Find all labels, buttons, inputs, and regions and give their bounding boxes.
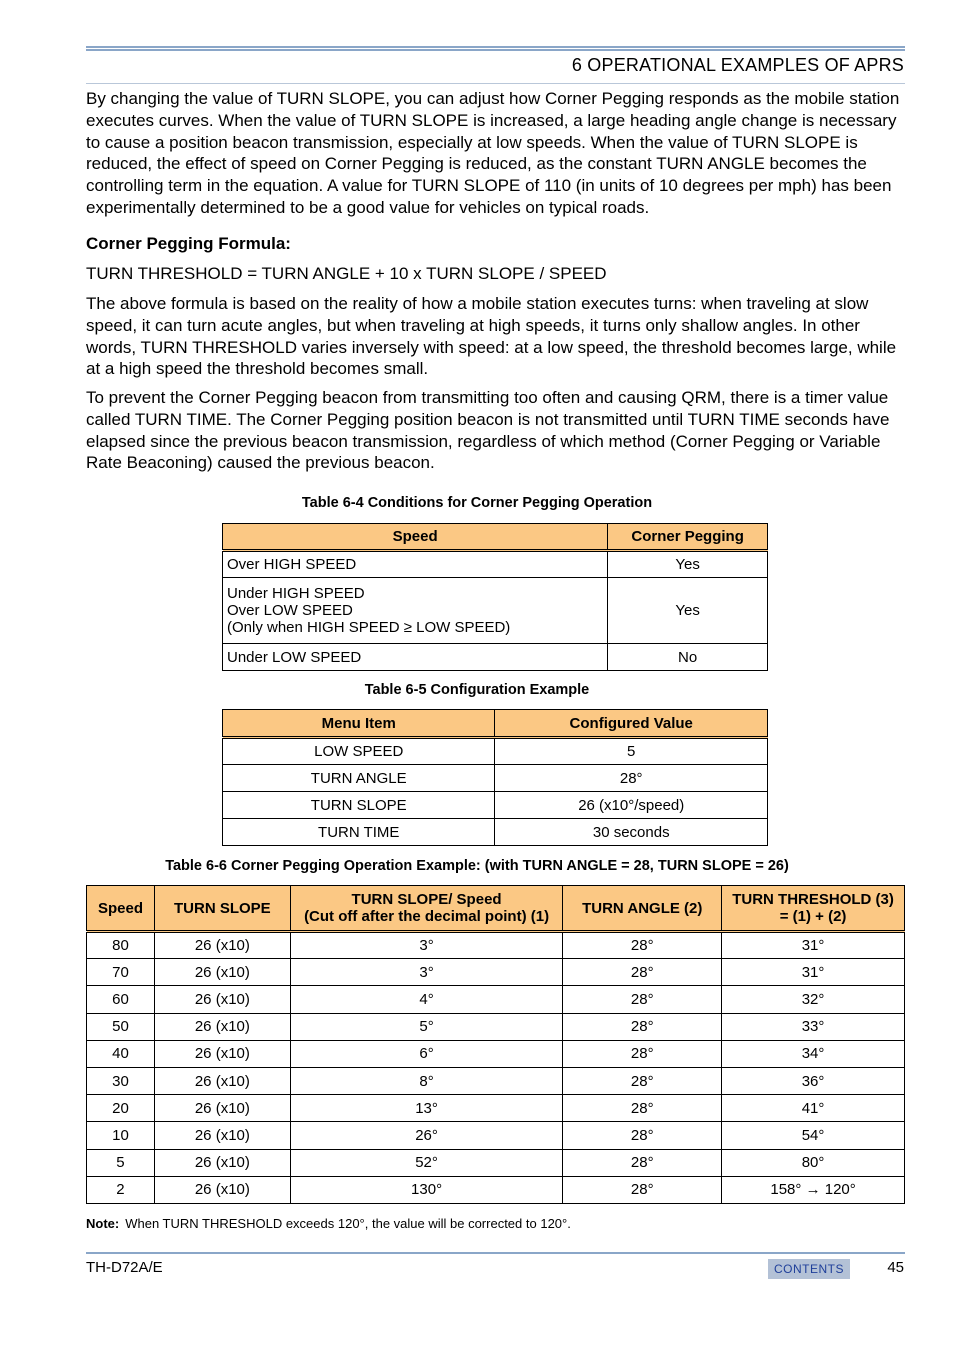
slope-per-speed-cell: 4° <box>290 986 563 1013</box>
table-header-row <box>223 710 768 738</box>
slope-per-speed-cell: 8° <box>290 1067 563 1094</box>
table-row <box>223 819 768 846</box>
table-row <box>223 792 768 819</box>
header-line: = (1) + (2) <box>779 908 847 925</box>
speed-cell: 5 <box>87 1149 155 1176</box>
turn-threshold-cell: 31° <box>722 932 905 959</box>
slope-per-speed-cell: 26° <box>290 1122 563 1149</box>
speed-line: Over LOW SPEED <box>227 602 353 619</box>
paragraph-turn-time: To prevent the Corner Pegging beacon from transmitting too often and causing QRM, there is a timer value called TURN TIME. The Corner Pegging position beacon is not transmitted until TURN TIME seconds have elapsed since the previous beacon transmission, regardless of which method (Corner Pegging or Variable Rate Beaconing) caused the previous beacon. <box>86 388 890 473</box>
slope-per-speed-cell: 6° <box>290 1040 563 1067</box>
turn-slope-cell: 26 (x10) <box>154 1149 290 1176</box>
header-line: TURN THRESHOLD (3) <box>732 891 894 908</box>
note <box>86 1216 571 1231</box>
turn-angle-cell: 28° <box>563 932 722 959</box>
table-6-6-caption: Table 6-6 Corner Pegging Operation Example: (with TURN ANGLE = 28, TURN SLOPE = 26) <box>165 858 789 874</box>
turn-angle-cell: 28° <box>563 959 722 986</box>
table-header-row <box>223 524 768 551</box>
table-row <box>223 551 768 578</box>
turn-slope-cell: 26 (x10) <box>154 986 290 1013</box>
menu-item-cell: TURN TIME <box>223 819 495 846</box>
value-cell: Yes <box>608 578 768 644</box>
formula-text: TURN THRESHOLD = TURN ANGLE + 10 x TURN SLOPE / SPEED <box>86 264 607 283</box>
table-row <box>87 1067 905 1094</box>
footer-rule <box>86 1252 905 1254</box>
turn-angle-cell: 28° <box>563 1176 722 1203</box>
turn-angle-cell: 28° <box>563 1040 722 1067</box>
col-turn-threshold <box>722 886 905 932</box>
col-menu-item: Menu Item <box>223 710 495 738</box>
section-title: 6 OPERATIONAL EXAMPLES OF APRS <box>571 55 904 75</box>
turn-angle-cell: 28° <box>563 1122 722 1149</box>
turn-slope-cell: 26 (x10) <box>154 1040 290 1067</box>
speed-cell: 60 <box>87 986 155 1013</box>
table-6-4 <box>222 523 768 671</box>
table-row <box>223 738 768 765</box>
turn-threshold-cell: 54° <box>722 1122 905 1149</box>
table-row <box>223 765 768 792</box>
col-turn-slope: TURN SLOPE <box>154 886 290 932</box>
header-line: TURN SLOPE/ Speed <box>351 891 502 908</box>
model-name: TH-D72A/E <box>86 1259 163 1276</box>
table-row <box>223 644 768 671</box>
table-row <box>87 1040 905 1067</box>
table-6-5-caption: Table 6-5 Configuration Example <box>364 682 590 698</box>
turn-slope-cell: 26 (x10) <box>154 1067 290 1094</box>
turn-threshold-cell: 41° <box>722 1095 905 1122</box>
speed-cell: 80 <box>87 932 155 959</box>
table-6-6 <box>86 885 905 1204</box>
paragraph-formula-explanation: The above formula is based on the reality of how a mobile station executes turns: when traveling at slow speed, it can turn acute angles, but when traveling at high speeds, it turns only shallow angles. In other words, TURN THRESHOLD varies inversely with speed: at a low speed, the threshold becomes large, while at a high speed the threshold becomes small. <box>86 294 897 379</box>
turn-threshold-cell: 36° <box>722 1067 905 1094</box>
col-turn-angle: TURN ANGLE (2) <box>563 886 722 932</box>
turn-angle-cell: 28° <box>563 986 722 1013</box>
turn-angle-cell: 28° <box>563 1067 722 1094</box>
speed-cell: 70 <box>87 959 155 986</box>
col-turn-slope-per-speed <box>290 886 563 932</box>
speed-cell: Over HIGH SPEED <box>223 551 608 578</box>
table-row <box>87 1122 905 1149</box>
header-rule <box>86 46 905 51</box>
page-number: 45 <box>887 1259 904 1276</box>
table-header-row <box>87 886 905 932</box>
table-row <box>87 959 905 986</box>
table-row <box>87 1095 905 1122</box>
turn-angle-cell: 28° <box>563 1149 722 1176</box>
turn-slope-cell: 26 (x10) <box>154 1095 290 1122</box>
header-divider <box>86 83 905 84</box>
table-row <box>87 932 905 959</box>
value-cell: Yes <box>608 551 768 578</box>
turn-threshold-cell: 33° <box>722 1013 905 1040</box>
speed-cell: 40 <box>87 1040 155 1067</box>
table-row <box>87 986 905 1013</box>
value-cell: 5 <box>495 738 768 765</box>
slope-per-speed-cell: 5° <box>290 1013 563 1040</box>
turn-slope-cell: 26 (x10) <box>154 1122 290 1149</box>
turn-threshold-cell: 32° <box>722 986 905 1013</box>
turn-slope-cell: 26 (x10) <box>154 1176 290 1203</box>
table-row <box>223 578 768 644</box>
slope-per-speed-cell: 130° <box>290 1176 563 1203</box>
turn-slope-cell: 26 (x10) <box>154 932 290 959</box>
table-6-5 <box>222 709 768 846</box>
value-cell: No <box>608 644 768 671</box>
turn-threshold-cell: 158° → 120° <box>722 1176 905 1203</box>
table-6-6-body <box>87 932 905 1204</box>
header-line: (Cut off after the decimal point) (1) <box>304 908 550 925</box>
value-cell: 28° <box>495 765 768 792</box>
turn-threshold-cell: 34° <box>722 1040 905 1067</box>
turn-threshold-cell: 80° <box>722 1149 905 1176</box>
table-row <box>87 1013 905 1040</box>
col-speed: Speed <box>87 886 155 932</box>
slope-per-speed-cell: 13° <box>290 1095 563 1122</box>
table-row <box>87 1176 905 1203</box>
menu-item-cell: LOW SPEED <box>223 738 495 765</box>
speed-cell: 2 <box>87 1176 155 1203</box>
value-cell: 30 seconds <box>495 819 768 846</box>
speed-line: Under HIGH SPEED <box>227 585 365 602</box>
contents-button[interactable]: CONTENTS <box>768 1259 850 1279</box>
note-text: When TURN THRESHOLD exceeds 120°, the value will be corrected to 120°. <box>125 1216 571 1231</box>
speed-line: (Only when HIGH SPEED ≥ LOW SPEED) <box>227 619 511 636</box>
note-label: Note: <box>86 1216 120 1231</box>
table-6-4-caption: Table 6-4 Conditions for Corner Pegging Operation <box>301 495 653 511</box>
speed-cell: 20 <box>87 1095 155 1122</box>
speed-cell: 30 <box>87 1067 155 1094</box>
value-cell: 26 (x10°/speed) <box>495 792 768 819</box>
speed-cell: 10 <box>87 1122 155 1149</box>
col-configured-value: Configured Value <box>495 710 768 738</box>
turn-slope-cell: 26 (x10) <box>154 1013 290 1040</box>
table-row <box>87 1149 905 1176</box>
turn-threshold-cell: 31° <box>722 959 905 986</box>
turn-angle-cell: 28° <box>563 1095 722 1122</box>
speed-cell: 50 <box>87 1013 155 1040</box>
menu-item-cell: TURN SLOPE <box>223 792 495 819</box>
slope-per-speed-cell: 52° <box>290 1149 563 1176</box>
turn-angle-cell: 28° <box>563 1013 722 1040</box>
menu-item-cell: TURN ANGLE <box>223 765 495 792</box>
turn-slope-cell: 26 (x10) <box>154 959 290 986</box>
paragraph-turn-slope: By changing the value of TURN SLOPE, you can adjust how Corner Pegging responds as the mobile station executes curves. When the value of TURN SLOPE is increased, a large heading angle change is necessary to cause a position beacon transmission, especially at low speeds. When the value of TURN SLOPE is reduced, the effect of speed on Corner Pegging is reduced, as the constant TURN ANGLE becomes the controlling term in the equation. A value for TURN SLOPE of 110 (in units of 10 degrees per mph) has been experimentally determined to be a good value for vehicles on typical roads. <box>86 89 900 217</box>
speed-cell: Under LOW SPEED <box>223 644 608 671</box>
formula-heading: Corner Pegging Formula: <box>86 234 291 253</box>
col-speed: Speed <box>223 524 608 551</box>
col-corner-pegging: Corner Pegging <box>608 524 768 551</box>
slope-per-speed-cell: 3° <box>290 959 563 986</box>
speed-cell <box>223 578 608 644</box>
slope-per-speed-cell: 3° <box>290 932 563 959</box>
